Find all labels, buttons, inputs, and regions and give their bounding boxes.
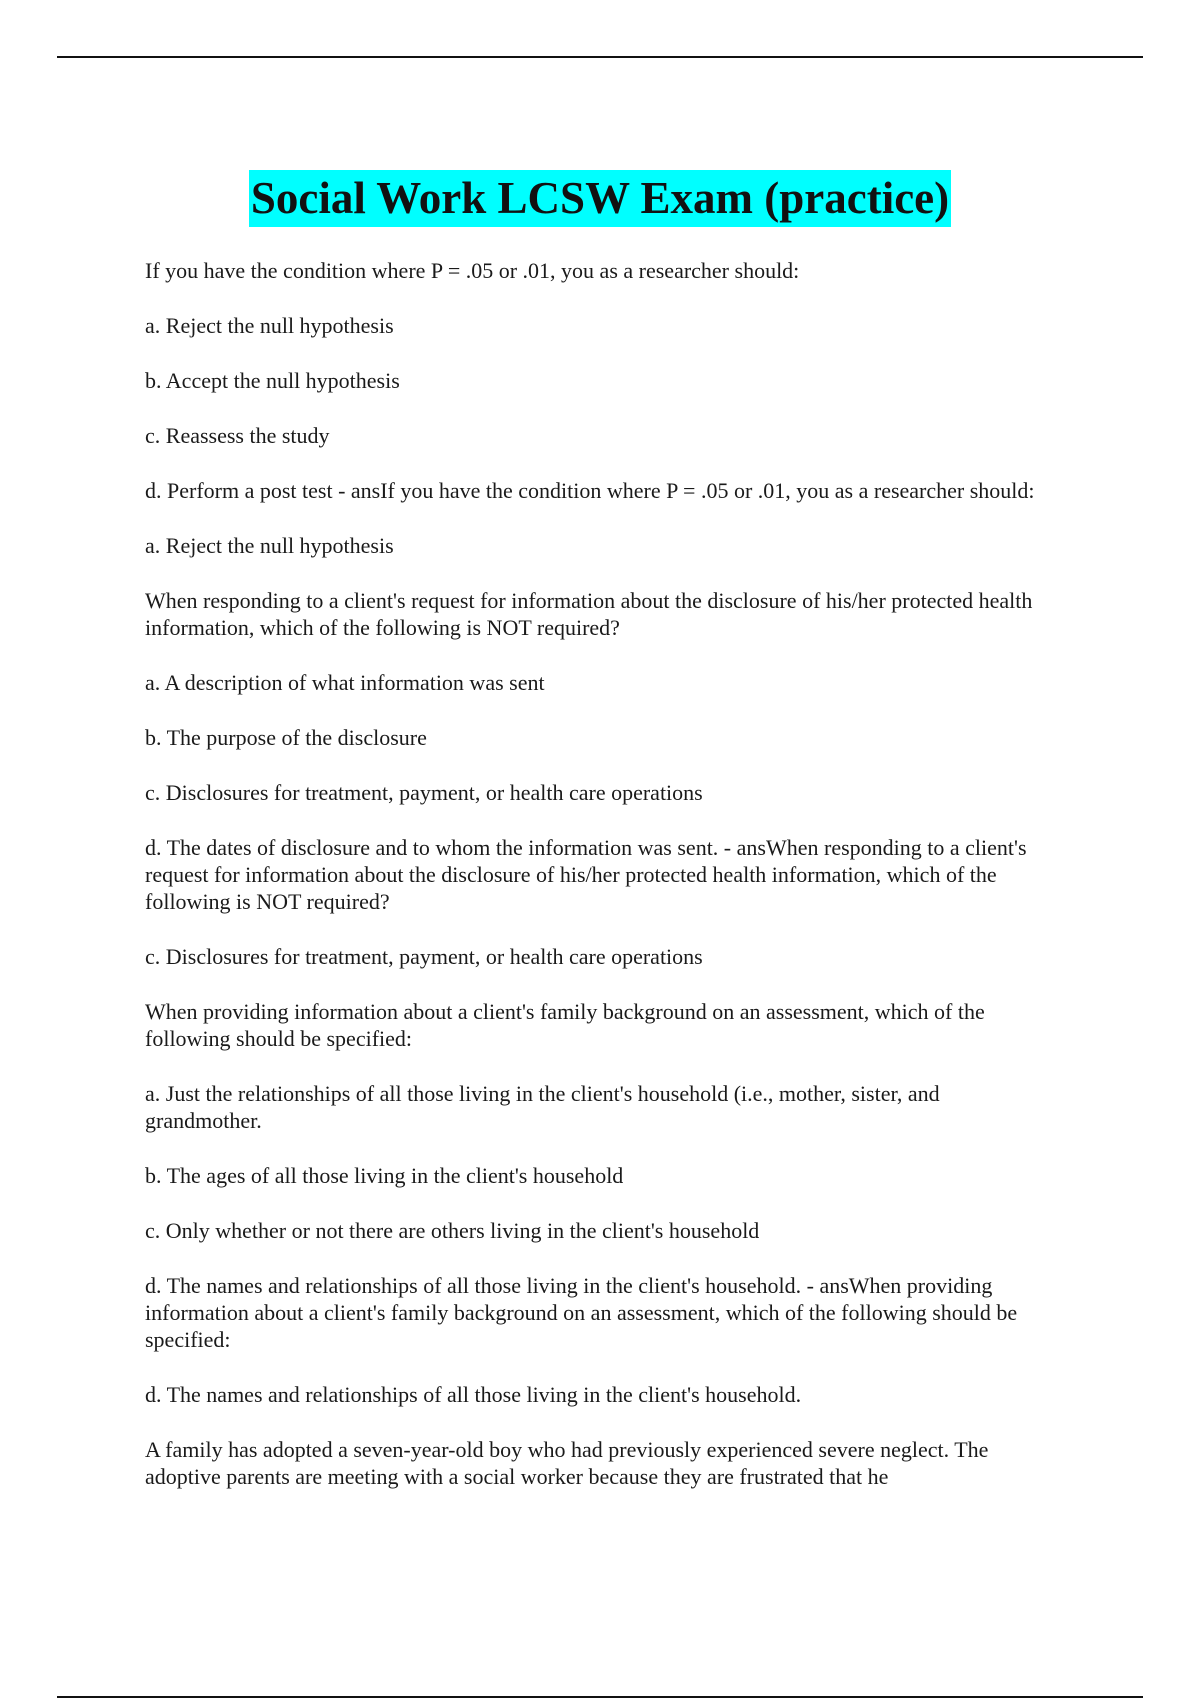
question-1-stem: If you have the condition where P = .05 or .01, you as a researcher should: bbox=[145, 258, 800, 283]
top-divider bbox=[57, 56, 1143, 58]
question-3-option-b: b. The ages of all those living in the client's household bbox=[145, 1163, 624, 1188]
question-2-option-c: c. Disclosures for treatment, payment, or health care operations bbox=[145, 780, 703, 805]
question-2-option-b: b. The purpose of the disclosure bbox=[145, 725, 427, 750]
question-3-option-a: a. Just the relationships of all those living in the client's household (i.e., mother, sister, and grandmother. bbox=[145, 1081, 940, 1133]
question-1-option-d-answer: d. Perform a post test - ansIf you have the condition where P = .05 or .01, you as a researcher should: bbox=[145, 478, 1035, 503]
question-4-stem: A family has adopted a seven-year-old boy who had previously experienced severe neglect. The adoptive parents are meeting with a social worker because they are frustrated that he bbox=[145, 1437, 989, 1489]
question-2-correct-answer: c. Disclosures for treatment, payment, or health care operations bbox=[145, 944, 703, 969]
question-2-option-d-answer: d. The dates of disclosure and to whom the information was sent. - ansWhen responding to a client's request for information about the disclosure of his/her protected health information, which of the following is NOT required? bbox=[145, 835, 1027, 914]
question-2-stem: When responding to a client's request for information about the disclosure of his/her protected health information, which of the following is NOT required? bbox=[145, 588, 1033, 640]
question-3-option-c: c. Only whether or not there are others living in the client's household bbox=[145, 1218, 760, 1243]
question-3-option-d-answer: d. The names and relationships of all those living in the client's household. - ansWhen providing information about a client's family background on an assessment, which of the following should be specified: bbox=[145, 1273, 1018, 1352]
question-2-option-a: a. A description of what information was sent bbox=[145, 670, 545, 695]
question-1-correct-answer: a. Reject the null hypothesis bbox=[145, 533, 394, 558]
question-3-correct-answer: d. The names and relationships of all those living in the client's household. bbox=[145, 1382, 802, 1407]
question-3-stem: When providing information about a client's family background on an assessment, which of the following should be specified: bbox=[145, 999, 985, 1051]
bottom-divider bbox=[57, 1696, 1143, 1698]
document-body bbox=[145, 257, 1055, 1518]
title-container bbox=[0, 170, 1200, 227]
document-title: Social Work LCSW Exam (practice) bbox=[249, 170, 951, 227]
question-1-option-b: b. Accept the null hypothesis bbox=[145, 368, 400, 393]
question-1-option-c: c. Reassess the study bbox=[145, 423, 330, 448]
question-1-option-a: a. Reject the null hypothesis bbox=[145, 313, 394, 338]
